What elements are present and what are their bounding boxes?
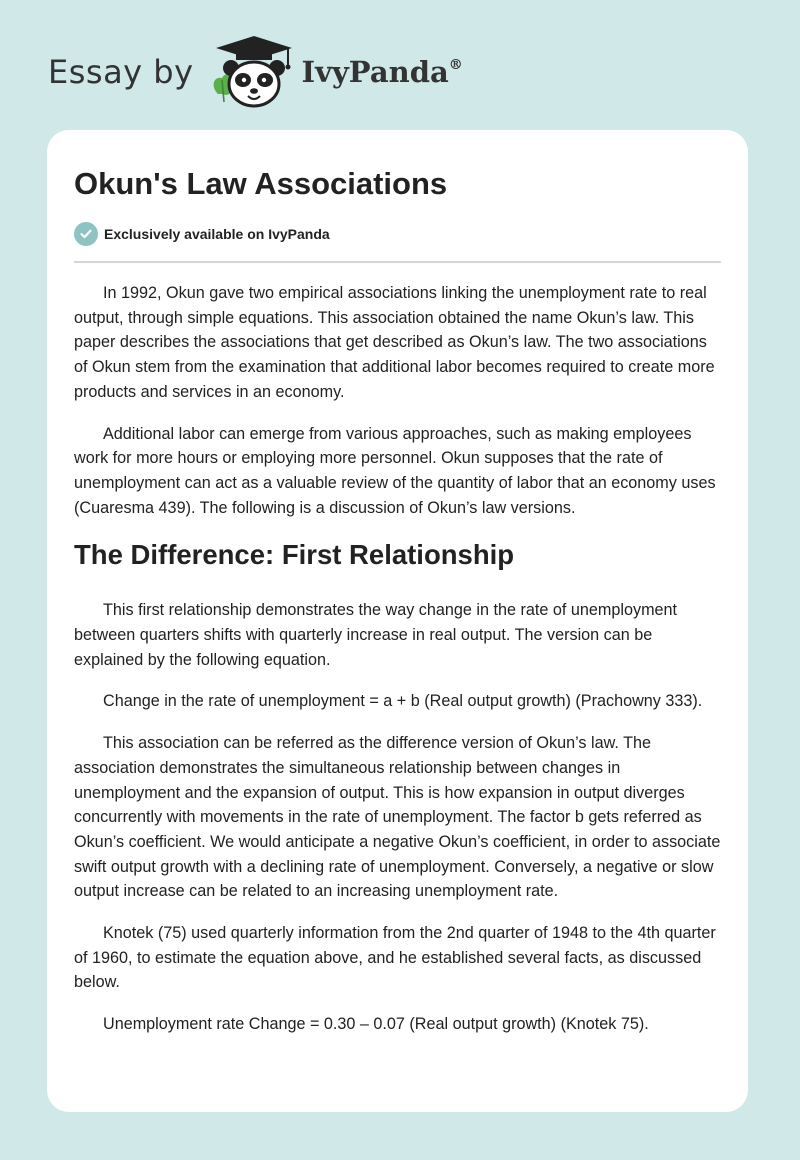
exclusive-badge-label: Exclusively available on IvyPanda [104,226,330,242]
paragraph: This first relationship demonstrates the way change in the rate of unemployment between quarters shifts with quarterly increase in real output. The version can be explained by the following equation. [74,601,678,669]
paragraph: Additional labor can emerge from various approaches, such as making employees work for more hours or employing more personnel. Okun supposes that the rate of unemployment can act as a valuable review of the quantity of labor that an economy uses (Cuaresma 439). The following is a discussion of Okun’s law versions. [74,424,716,517]
panda-logo-icon[interactable] [208,34,300,110]
exclusive-badge [74,222,721,246]
essay-by-label: Essay by [48,53,194,91]
brand-name[interactable] [302,55,463,89]
paragraph: Knotek (75) used quarterly information from the 2nd quarter of 1948 to the 4th quarter of 1960, to estimate the equation above, and he established several facts, as discussed below. [74,924,716,992]
equation-paragraph: Unemployment rate Change = 0.30 – 0.07 (Real output growth) (Knotek 75). [103,1015,649,1034]
title-divider [74,261,721,263]
article-card [47,130,748,1112]
equation-paragraph: Change in the rate of unemployment = a + b (Real output growth) (Prachowny 333). [103,692,703,711]
site-header [48,34,463,110]
section-heading: The Difference: First Relationship [74,539,515,571]
registered-mark: ® [448,57,463,73]
check-circle-icon [74,222,98,246]
paragraph: In 1992, Okun gave two empirical associations linking the unemployment rate to real output, through simple equations. This association obtained the name Okun’s law. This paper describes the associations that get described as Okun’s law. The two associations of Okun stem from the examination that additional labor becomes required to create more products and services in an economy. [74,284,715,401]
page-title: Okun's Law Associations [74,166,448,201]
paragraph: This association can be referred as the difference version of Okun’s law. The association demonstrates the simultaneous relationship between changes in unemployment and the expansion of output. This is how expansion in output diverges concurrently with movements in the rate of unemployment. The factor b gets referred as Okun’s coefficient. We would anticipate a negative Okun’s coefficient, in order to associate swift output growth with a declining rate of unemployment. Conversely, a negative or slow output increase can be related to an increasing unemployment rate. [74,734,721,901]
brand-text: IvyPanda [301,55,449,89]
